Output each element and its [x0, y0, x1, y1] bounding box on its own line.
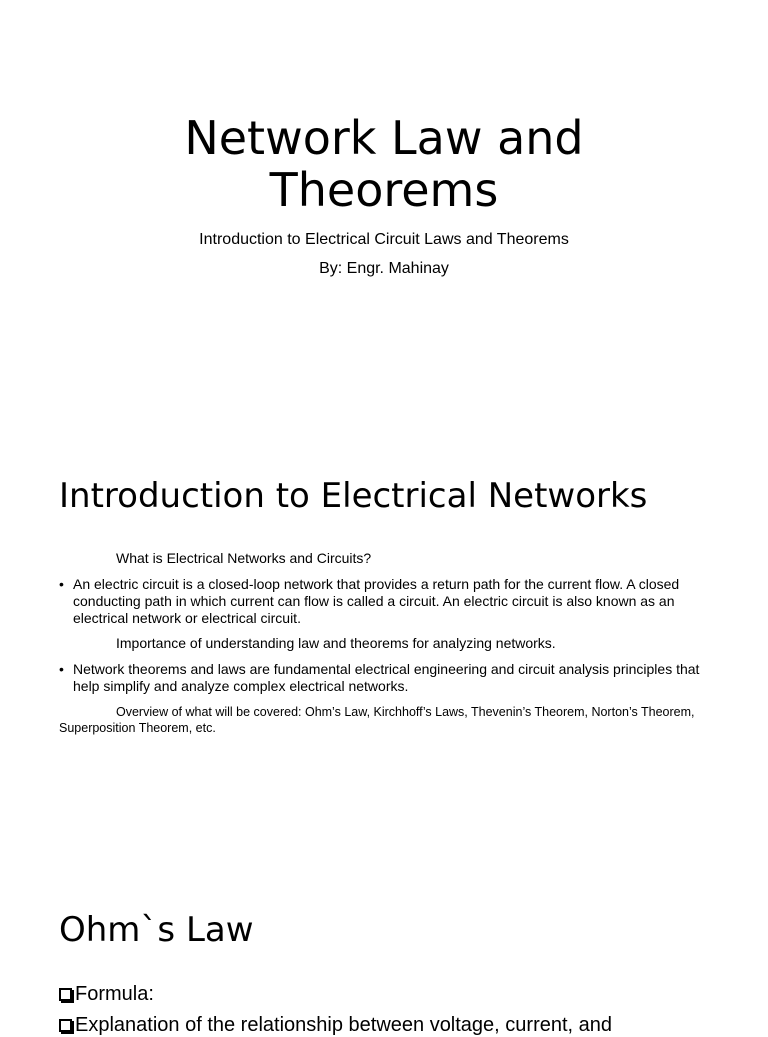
bullet-text: An electric circuit is a closed-loop network that provides a return path for the current flow. A closed conducting path in which current can flow is called a circuit. An electric circuit is also known as an electrical network or electrical circuit.: [73, 576, 680, 626]
bullet-item: [59, 661, 709, 695]
bullet-item: [59, 576, 709, 627]
bullet-icon: •: [59, 576, 64, 592]
list-item: [59, 1013, 612, 1037]
checkbox-square-icon: [59, 1019, 72, 1032]
bullet-icon: •: [59, 661, 64, 677]
checkbox-square-icon: [59, 988, 72, 1001]
presentation-author: By: Engr. Mahinay: [319, 260, 449, 277]
presentation-subtitle: Introduction to Electrical Circuit Laws and Theorems: [199, 231, 569, 248]
question-heading: Importance of understanding law and theorems for analyzing networks.: [116, 635, 556, 651]
ohms-law-slide: [0, 870, 768, 1036]
presentation-title: Network Law and Theorems: [184, 111, 584, 217]
list-item-text: Explanation of the relationship between voltage, current, and: [75, 1014, 613, 1036]
bullet-text: Network theorems and laws are fundamental electrical engineering and circuit analysis principles that help simplify and analyze complex electrical networks.: [73, 661, 700, 694]
intro-slide: [0, 410, 768, 870]
slide-title: Introduction to Electrical Networks: [59, 476, 648, 516]
list-item: [59, 982, 154, 1006]
overview-text-content: Overview of what will be covered: Ohm’s Law, Kirchhoff’s Laws, Thevenin’s Theorem, Norton’s Theorem, Superposition Theorem, etc.: [59, 705, 695, 735]
overview-text: [59, 704, 709, 736]
question-heading: What is Electrical Networks and Circuits?: [116, 550, 372, 566]
title-slide: [0, 0, 768, 410]
list-item-text: Formula:: [75, 983, 154, 1005]
slide-title: Ohm`s Law: [59, 910, 254, 950]
